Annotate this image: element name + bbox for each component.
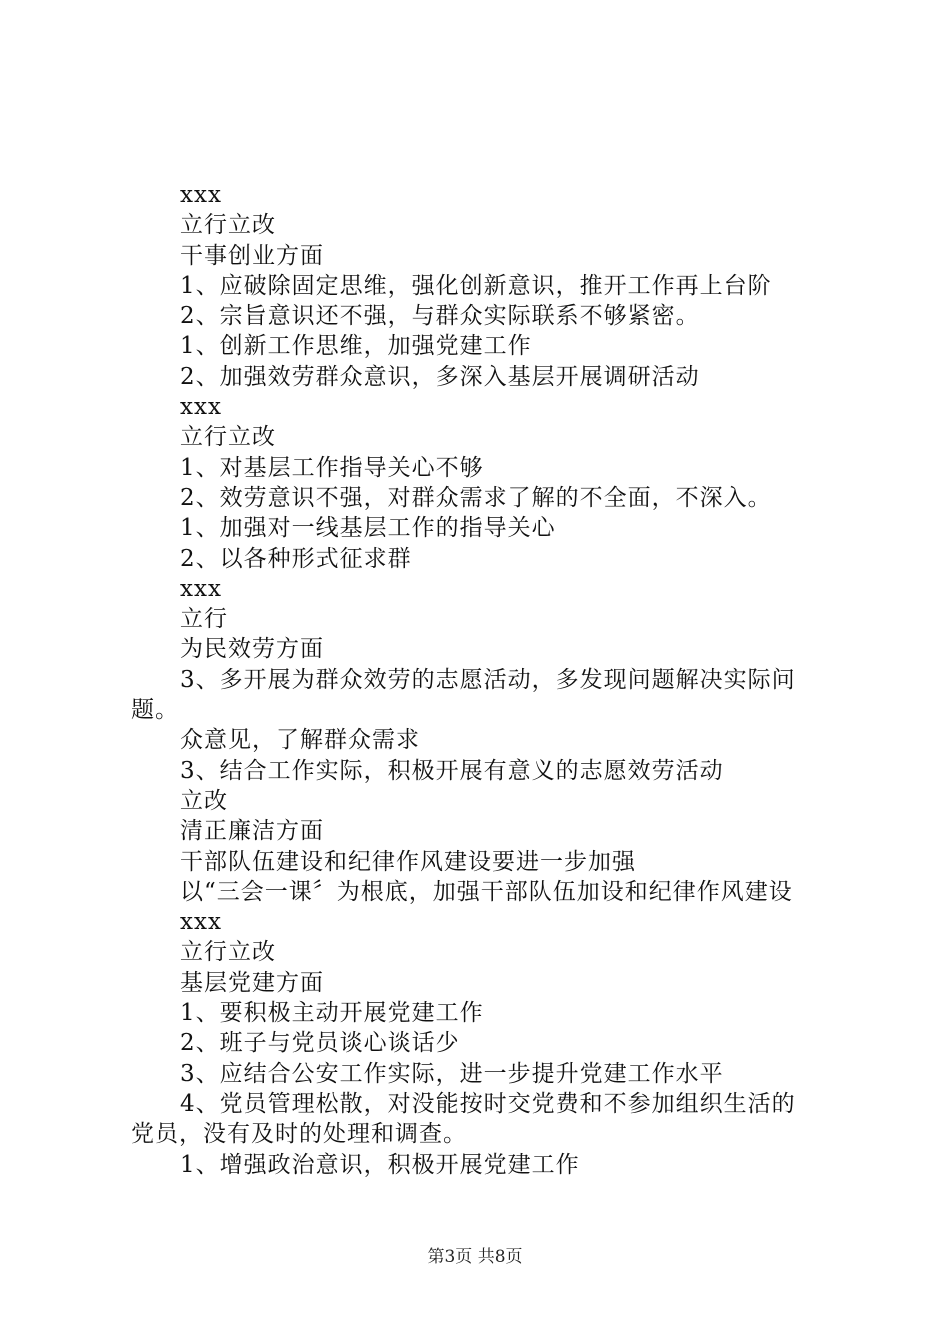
text-line: 1、增强政治意识，积极开展党建工作 [180, 1151, 580, 1178]
text-line-continuation: 党员，没有及时的处理和调查。 [131, 1121, 467, 1148]
text-line: 2、宗旨意识还不强，与群众实际联系不够紧密。 [180, 303, 700, 330]
text-line: xxx [180, 182, 222, 208]
text-line: 4、党员管理松散，对没能按时交党费和不参加组织生活的 [180, 1090, 796, 1117]
text-line: 1、对基层工作指导关心不够 [180, 454, 484, 481]
text-line: 1、要积极主动开展党建工作 [180, 1000, 484, 1027]
text-line: 1、创新工作思维，加强党建工作 [180, 333, 532, 360]
text-line: 干事创业方面 [180, 242, 324, 269]
text-line: xxx [180, 394, 222, 421]
text-line: xxx [180, 909, 222, 936]
text-line: xxx [180, 575, 222, 602]
text-line: 清正廉洁方面 [180, 818, 324, 845]
text-line-continuation: 题。 [131, 697, 179, 724]
text-line: 为民效劳方面 [180, 636, 324, 663]
text-line: 基层党建方面 [180, 969, 324, 996]
text-line: 1、应破除固定思维，强化创新意识，推开工作再上台阶 [180, 272, 772, 299]
text-line: 干部队伍建设和纪律作风建设要进一步加强 [180, 848, 636, 875]
text-line: 立行立改 [180, 212, 276, 239]
text-line: 2、效劳意识不强，对群众需求了解的不全面，不深入。 [180, 484, 772, 511]
text-line: 立行立改 [180, 424, 276, 451]
text-line: 3、结合工作实际，积极开展有意义的志愿效劳活动 [180, 757, 724, 784]
document-body [0, 180, 950, 1180]
text-line: 3、应结合公安工作实际，进一步提升党建工作水平 [180, 1060, 724, 1087]
text-line: 2、以各种形式征求群 [180, 545, 412, 572]
text-line: 1、加强对一线基层工作的指导关心 [180, 515, 556, 542]
text-line: 众意见，了解群众需求 [180, 727, 420, 754]
text-line: 2、班子与党员谈心谈话少 [180, 1030, 460, 1057]
text-line: 立行立改 [180, 939, 276, 966]
text-line: 3、多开展为群众效劳的志愿活动，多发现问题解决实际问 [180, 666, 796, 693]
page-number-footer: 第3页 共8页 [427, 1247, 523, 1267]
text-line: 2、加强效劳群众意识，多深入基层开展调研活动 [180, 363, 700, 390]
text-line: 立行 [180, 606, 228, 633]
text-line: 立改 [180, 787, 228, 814]
text-line: 以“三会一课〞为根底，加强干部队伍加设和纪律作风建设 [180, 878, 793, 905]
